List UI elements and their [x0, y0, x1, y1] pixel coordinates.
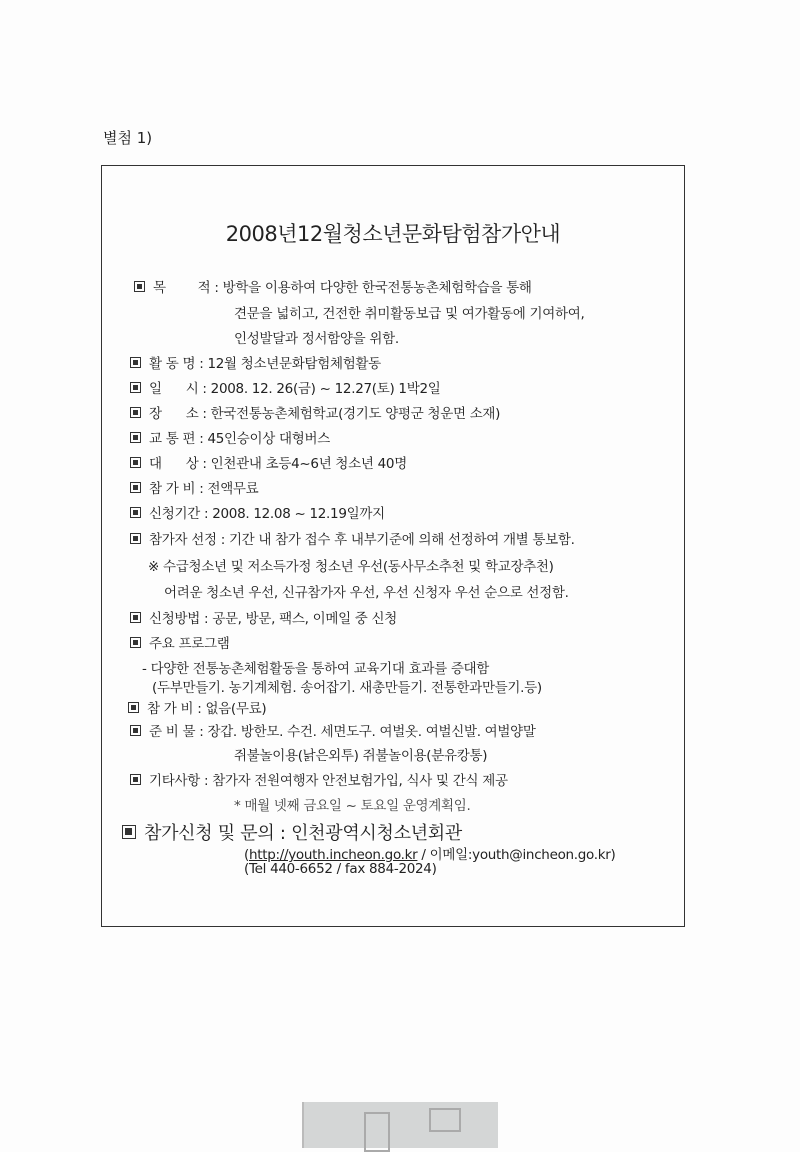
item-program-desc: - 다양한 전통농촌체험활동을 통하여 교육기대 효과를 증대함 — [142, 661, 490, 677]
bullet-square-icon — [130, 357, 141, 368]
item-period: 신청기간 : 2008. 12.08 ~ 12.19일까지 — [130, 502, 385, 522]
bullet-square-icon — [130, 382, 141, 393]
attachment-label: 별첨 1) — [103, 129, 153, 147]
item-selection-note: ※ 수급청소년 및 저소득가정 청소년 우선(동사무소추천 및 학교장추천) — [148, 559, 554, 575]
notice-title: 2008년12월청소년문화탐험참가안내 — [225, 222, 561, 246]
contact-heading: 참가신청 및 문의 : 인천광역시청소년회관 — [122, 819, 462, 845]
bullet-square-icon — [130, 637, 141, 648]
bullet-square-icon — [130, 457, 141, 468]
bullet-square-icon — [130, 407, 141, 418]
item-method: 신청방법 : 공문, 방문, 팩스, 이메일 중 신청 — [130, 607, 397, 627]
item-etc: 기타사항 : 참가자 전원여행자 안전보험가입, 식사 및 간식 제공 — [130, 769, 508, 789]
item-supplies-cont: 쥐불놀이용(낡은외투) 쥐불놀이용(분유캉통) — [234, 748, 488, 764]
item-purpose-cont: 견문을 넓히고, 건전한 취미활동보급 및 여가활동에 기여하여, — [234, 306, 585, 322]
item-place: 장 소 : 한국전통농촌체험학교(경기도 양평군 청운면 소재) — [130, 402, 500, 422]
bullet-square-icon — [128, 702, 139, 713]
bullet-square-icon — [130, 725, 141, 736]
item-fee-2: 참 가 비 : 없음(무료) — [128, 697, 266, 717]
contact-tel: (Tel 440-6652 / fax 884-2024) — [244, 861, 437, 877]
bullet-square-icon — [130, 482, 141, 493]
item-date: 일 시 : 2008. 12. 26(금) ~ 12.27(토) 1박2일 — [130, 377, 441, 397]
item-selection-note: 어려운 청소년 우선, 신규참가자 우선, 우선 신청자 우선 순으로 선정함. — [164, 585, 569, 601]
contact-web: (http://youth.incheon.go.kr / 이메일:youth@incheon.go.kr) — [244, 847, 616, 863]
item-target: 대 상 : 인천관내 초등4~6년 청소년 40명 — [130, 452, 407, 472]
bullet-square-icon — [130, 507, 141, 518]
bullet-square-icon — [134, 281, 145, 292]
bullet-square-icon — [130, 612, 141, 623]
item-supplies: 준 비 물 : 장갑. 방한모. 수건. 세면도구. 여벌옷. 여벌신발. 여벌양말 — [130, 720, 536, 740]
item-purpose-cont: 인성발달과 정서함양을 위함. — [234, 331, 399, 347]
item-activity: 활 동 명 : 12월 청소년문화탐험체험활동 — [130, 352, 381, 372]
item-selection: 참가자 선정 : 기간 내 참가 접수 후 내부기준에 의해 선정하여 개별 통보함. — [130, 528, 575, 548]
item-etc-note: * 매월 넷째 금요일 ~ 토요일 운영계획임. — [234, 798, 471, 814]
scan-thumbnail — [302, 1102, 498, 1148]
bullet-square-icon — [130, 774, 141, 785]
item-fee: 참 가 비 : 전액무료 — [130, 477, 258, 497]
item-purpose: 목 적 : 방학을 이용하여 다양한 한국전통농촌체험학습을 통해 — [134, 276, 532, 296]
item-program-desc: (두부만들기. 농기계체험. 송어잡기. 새총만들기. 전통한과만들기.등) — [152, 680, 542, 696]
bullet-square-icon — [130, 432, 141, 443]
bullet-square-icon — [122, 825, 136, 839]
website-link[interactable]: http://youth.incheon.go.kr — [248, 847, 418, 863]
item-program: 주요 프로그램 — [130, 632, 229, 652]
notice-box — [101, 165, 685, 927]
bullet-square-icon — [130, 533, 141, 544]
item-transport: 교 통 편 : 45인승이상 대형버스 — [130, 427, 330, 447]
